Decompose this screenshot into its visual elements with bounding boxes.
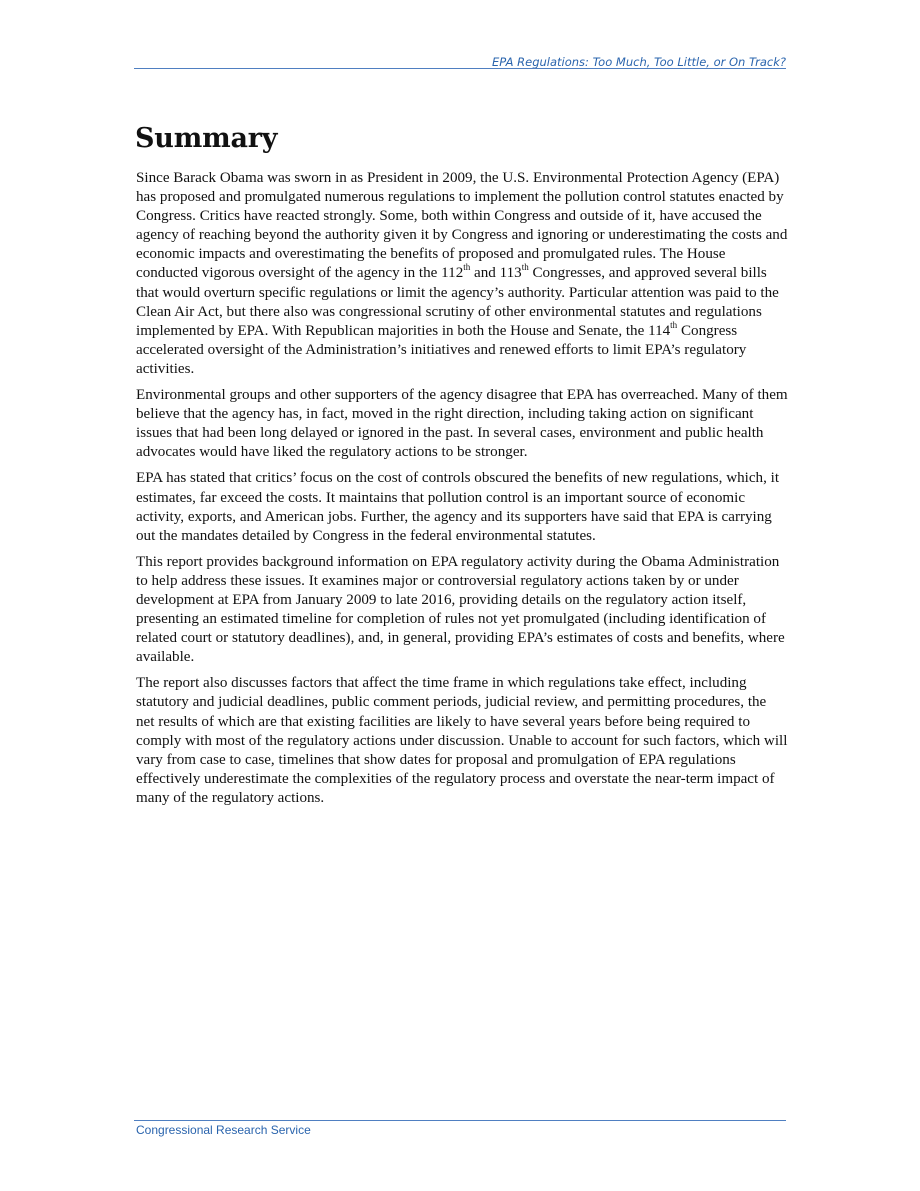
paragraph-1: Since Barack Obama was sworn in as President in 2009, the U.S. Environmental Protection Agency (EPA) has proposed and promulgated numerous regulations to implement the pollution control statutes enacted by Congress. Critics have reacted strongly. Some, both within Congress and outside of it, have accused the agency of reaching beyond the authority given it by Congress and ignoring or underestimating the costs and economic impacts and overestimating the benefits of proposed and promulgated rules. The House conducted vigorous oversight of the agency in the 112th and 113th Congresses, and approved several bills that would overturn specific regulations or limit the agency’s authority. Particular attention was paid to the Clean Air Act, but there also was congressional scrutiny of other environmental statutes and regulations implemented by EPA. With Republican majorities in both the House and Senate, the 114th Congress accelerated oversight of the Administration’s initiatives and renewed efforts to limit EPA’s regulatory activities. — [136, 170, 788, 377]
paragraph-5: The report also discusses factors that affect the time frame in which regulations take effect, including statutory and judicial deadlines, public comment periods, judicial review, and permitting procedures, the net results of which are that existing facilities are likely to have several years before being required to comply with most of the regulatory actions under discussion. Unable to account for such factors, which will vary from case to case, timelines that show dates for proposal and promulgation of EPA regulations effectively underestimate the complexities of the regulatory process and overstate the near-term impact of many of the regulatory actions. — [136, 675, 788, 806]
section-heading: Summary — [135, 123, 278, 154]
running-header: EPA Regulations: Too Much, Too Little, or On Track? — [491, 55, 786, 69]
paragraph-3: EPA has stated that critics’ focus on the cost of controls obscured the benefits of new regulations, which, it estimates, far exceed the costs. It maintains that pollution control is an important source of economic activity, exports, and American jobs. Further, the agency and its supporters have said that EPA is carrying out the mandates detailed by Congress in the federal environmental statutes. — [136, 470, 780, 544]
summary-body — [136, 169, 788, 815]
footer-organization: Congressional Research Service — [136, 1123, 311, 1137]
paragraph-2: Environmental groups and other supporters of the agency disagree that EPA has overreached. Many of them believe that the agency has, in fact, moved in the right direction, including taking action on significant issues that had been long delayed or ignored in the past. In several cases, environment and public health advocates would have liked the regulatory actions to be stronger. — [136, 387, 788, 461]
paragraph-4: This report provides background information on EPA regulatory activity during the Obama Administration to help address these issues. It examines major or controversial regulatory actions taken by or under development at EPA from January 2009 to late 2016, providing details on the regulatory action itself, presenting an estimated timeline for completion of rules not yet promulgated (including identification of related court or statutory deadlines), and, in general, providing EPA’s estimates of costs and benefits, where available. — [136, 553, 785, 666]
footer-divider — [134, 1120, 786, 1121]
header-divider — [134, 68, 786, 69]
